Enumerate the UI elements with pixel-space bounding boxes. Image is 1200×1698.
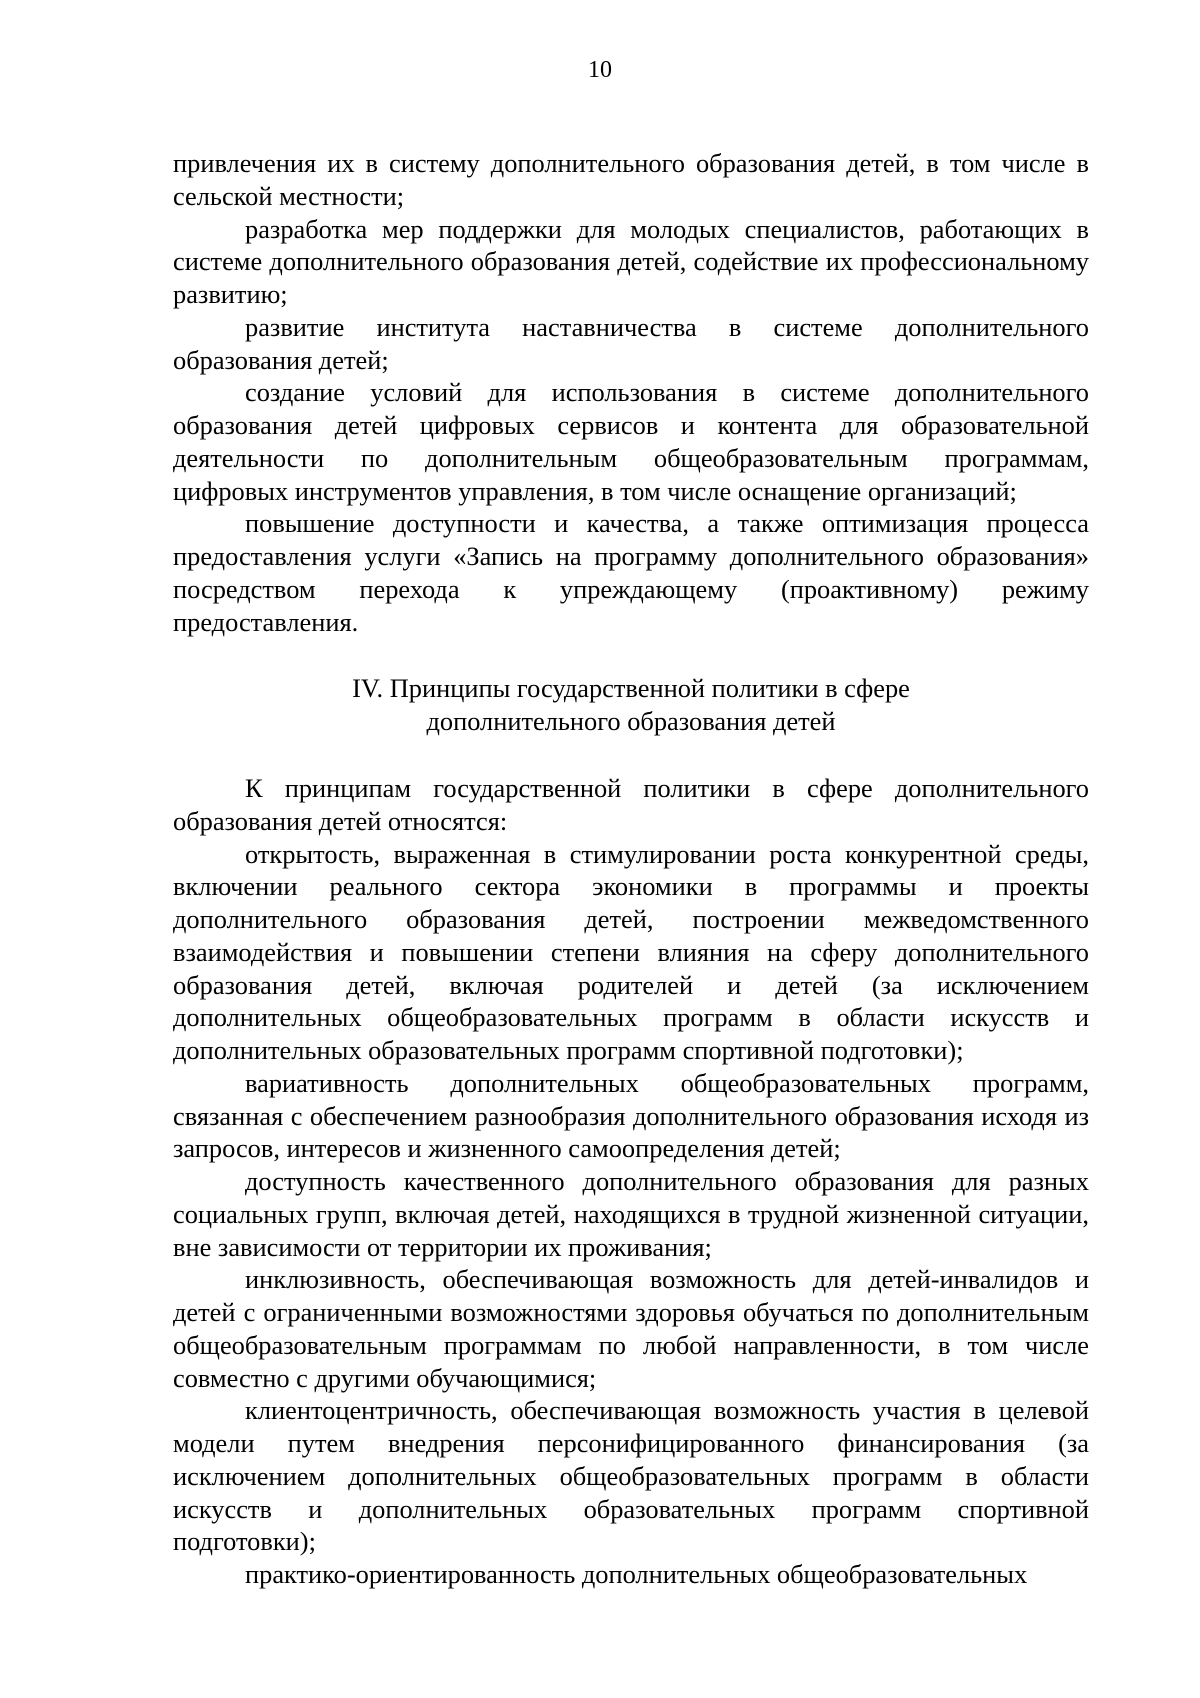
paragraph: повышение доступности и качества, а также оптимизация процесса предоставления услуги «Запись на программу дополнительного образования» посредством перехода к упреждающему (проактивному) режиму предоставления.	[173, 508, 1089, 637]
paragraph: клиентоцентричность, обеспечивающая возможность участия в целевой модели путем внедрения персонифицированного финансирования (за исключением дополнительных общеобразовательных программ в области искусств и дополнительных образовательных программ спортивной подготовки);	[173, 1395, 1089, 1557]
top-text-block	[173, 147, 1089, 638]
paragraph: К принципам государственной политики в сфере дополнительного образования детей относятся:	[173, 773, 1089, 836]
paragraph: открытость, выраженная в стимулировании роста конкурентной среды, включении реального сектора экономики в программы и проекты дополнительного образования детей, построении межведомственного взаимодействия и повышении степени влияния на сферу дополнительного образования детей, включая родителей и детей (за исключением дополнительных общеобразовательных программ в области искусств и дополнительных образовательных программ спортивной подготовки);	[173, 838, 1089, 1065]
section-heading	[173, 672, 1089, 738]
paragraph: развитие института наставничества в системе дополнительного образования детей;	[173, 311, 1089, 375]
paragraph: разработка мер поддержки для молодых специалистов, работающих в системе дополнительного образования детей, содействие их профессиональному развитию;	[173, 213, 1089, 309]
paragraph: вариативность дополнительных общеобразовательных программ, связанная с обеспечением разнообразия дополнительного образования исходя из запросов, интересов и жизненного самоопределения детей;	[173, 1067, 1089, 1164]
paragraph: создание условий для использования в системе дополнительного образования детей цифровых сервисов и контента для образовательной деятельности по дополнительным общеобразовательным программам, цифровых инструментов управления, в том числе оснащение организаций;	[173, 377, 1089, 506]
page-number: 10	[588, 57, 612, 83]
paragraph: практико-ориентированность дополнительных общеобразовательных	[245, 1559, 1028, 1589]
bottom-text-block	[173, 772, 1089, 1591]
paragraph: доступность качественного дополнительного образования для разных социальных групп, включая детей, находящихся в трудной жизненной ситуации, вне зависимости от территории их проживания;	[173, 1166, 1089, 1262]
paragraph: инклюзивность, обеспечивающая возможность для детей-инвалидов и детей с ограниченными возможностями здоровья обучаться по дополнительным общеобразовательным программам по любой направленности, в том числе совместно с другими обучающимися;	[173, 1264, 1089, 1393]
section-heading-line: дополнительного образования детей	[426, 705, 836, 736]
paragraph: привлечения их в систему дополнительного образования детей, в том числе в сельской местности;	[173, 148, 1089, 211]
section-heading-line: IV. Принципы государственной политики в сфере	[352, 673, 910, 703]
